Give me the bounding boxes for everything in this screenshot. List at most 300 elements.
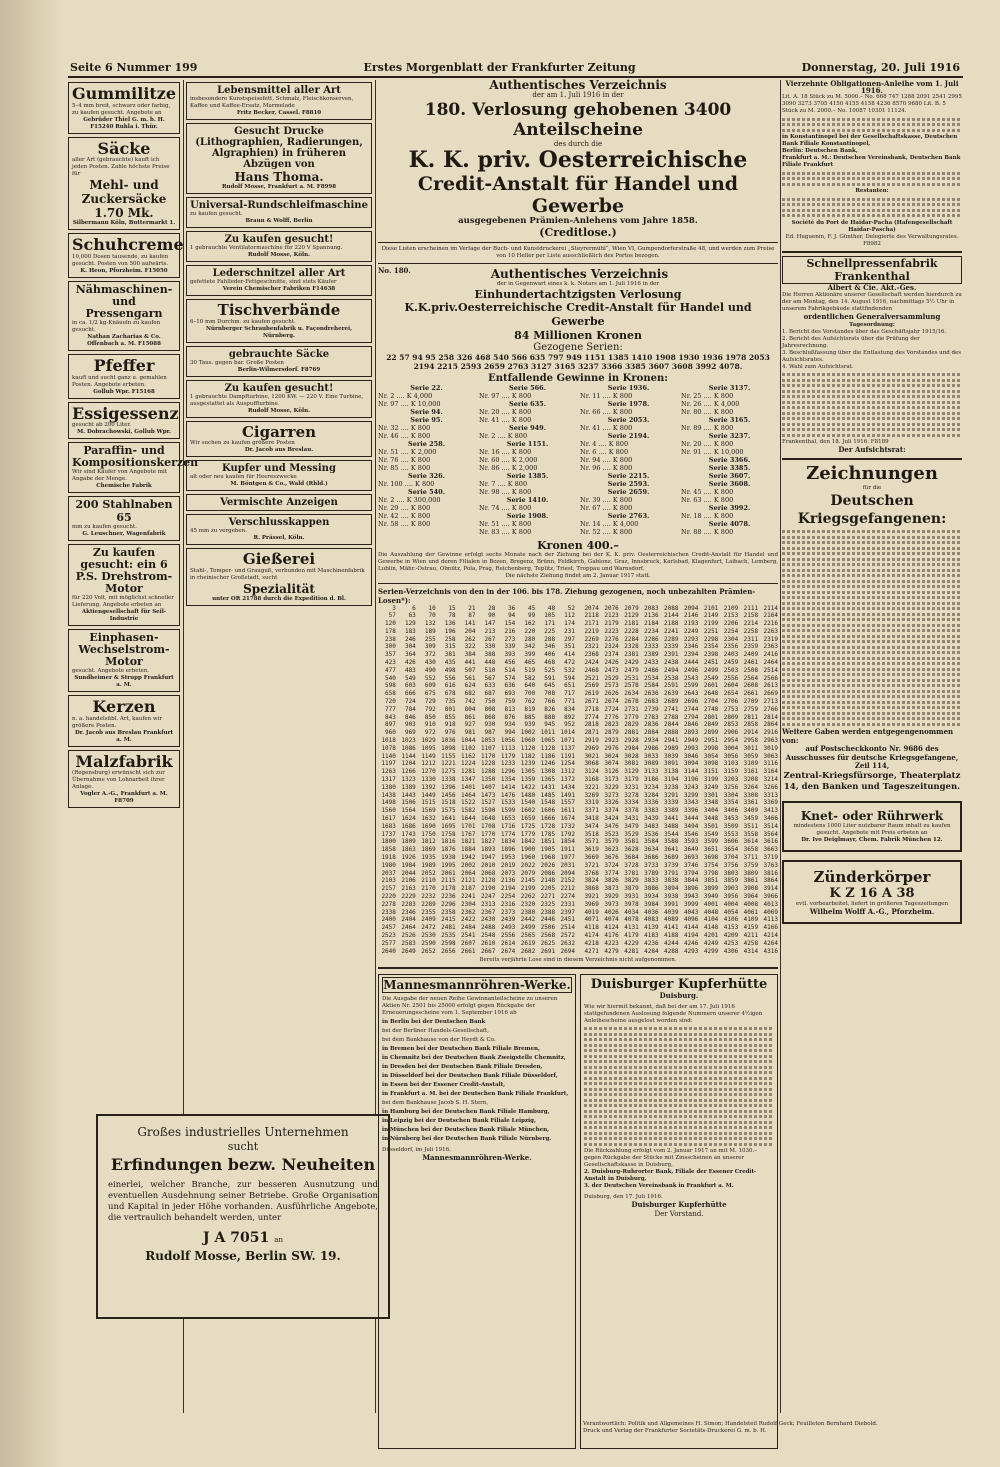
- serial-number: 3221: [584, 783, 599, 791]
- serial-number: 3418: [584, 815, 599, 823]
- ad-headline: Gummilitze: [72, 84, 177, 103]
- serial-number: 300: [385, 643, 396, 651]
- serial-number: 1485: [540, 791, 556, 799]
- prize-entry: Nr. 11 .... K 800: [580, 391, 633, 400]
- serial-number: 2328: [624, 643, 639, 651]
- ad-body: 1 gebrauchte Ventilatormaschine für 220 V Spannung.: [190, 245, 343, 251]
- serial-number: 2148: [540, 877, 556, 885]
- prize-entry: Nr. 66 .... K 800: [580, 407, 633, 416]
- serial-number: 633: [484, 682, 496, 690]
- serial-number: 1204: [401, 760, 416, 768]
- serial-number: 2634: [624, 690, 639, 698]
- serial-number: 3693: [683, 854, 699, 861]
- prize-entry: Serie 95.: [410, 415, 443, 424]
- serial-number: 2640: [381, 947, 396, 955]
- serial-number: 2578: [624, 682, 639, 690]
- serial-number: 21: [468, 604, 476, 612]
- serial-number: 903: [404, 721, 416, 729]
- mannes-body: Die Ausgabe der neuen Reihe Gewinnanteilscheine zu unseren Aktien Nr. 2501 bis 25000 erfolgt gegen Rückgabe der Erneuerungsscheine vom 1. September 1916 ab: [382, 996, 558, 1017]
- serial-number: 2031: [560, 861, 575, 869]
- serial-number: 3299: [683, 791, 699, 799]
- mannes-sign2: Mannesmannröhren-Werke.: [422, 1153, 532, 1163]
- serial-number: 2989: [664, 744, 679, 752]
- serial-number: 280: [524, 635, 536, 643]
- serial-number: 1540: [520, 799, 536, 807]
- serial-number: 3501: [703, 822, 719, 830]
- prize-entry: Serie 1410.: [506, 495, 549, 504]
- serial-number: 105: [544, 612, 556, 620]
- ad-firm: K. Heon, Pforzheim. F15050: [80, 267, 168, 274]
- serial-number: 1438: [381, 791, 396, 799]
- serial-number: 2783: [644, 713, 659, 721]
- serial-number: 609: [424, 682, 436, 690]
- ad-line3: Erfindungen bezw. Neuheiten: [110, 1155, 376, 1174]
- serial-number: 2324: [604, 643, 619, 651]
- serial-number: 640: [524, 682, 536, 690]
- serial-number: 1263: [381, 768, 396, 776]
- fk-lines: [782, 373, 962, 437]
- serial-number: 1312: [560, 768, 575, 776]
- number-tables: [378, 605, 778, 956]
- serial-number: 225: [544, 627, 556, 635]
- serial-number: 3614: [743, 838, 759, 846]
- serial-number: 3354: [723, 799, 739, 807]
- serial-number: 1170: [480, 752, 496, 760]
- serial-number: 2205: [540, 885, 556, 893]
- serial-number: 162: [524, 620, 536, 628]
- knet-body: mindestens 1000 Liter nutzbarer Raum inhalt zu kaufen gesucht. Angebote mit Preis erbeten an: [793, 822, 951, 836]
- serial-number: 2801: [703, 713, 719, 721]
- serial-number: 2776: [604, 713, 619, 721]
- prize-entry: Nr. 97 .... K 10,000: [378, 399, 441, 408]
- serial-number: 4211: [743, 931, 759, 939]
- bank-line: in Leipzig bei der Deutschen Bank Filiale Leipzig,: [382, 1118, 536, 1125]
- prize-entry: Serie 1936.: [607, 383, 650, 392]
- serial-number: 855: [444, 713, 456, 721]
- inventions-ad: [96, 1114, 390, 1319]
- classified-ad: [186, 494, 372, 511]
- serial-number: 3453: [723, 815, 739, 823]
- serial-number: 2543: [683, 674, 699, 682]
- anstalt-title: K.K.priv.Oesterreichische Credit-Anstalt für Handel und Gewerbe: [404, 300, 752, 328]
- serial-number: 3676: [604, 854, 619, 861]
- serial-number: 1228: [480, 760, 496, 768]
- prize-entry: Nr. 26 .... K 4,000: [681, 399, 740, 408]
- serial-number: 3746: [683, 861, 699, 869]
- serial-number: 2114: [763, 604, 778, 612]
- ad-body: Stahl-, Temper- und Grauguß, verbunden mit Maschinenfabrik in rheinischer Großstadt, sucht: [190, 567, 365, 581]
- serial-number: 2818: [584, 721, 599, 729]
- classified-ad: [186, 231, 372, 262]
- ad-firm: Chemische Fabrik: [96, 483, 152, 490]
- serial-number: 2669: [763, 690, 778, 698]
- serial-number: 1281: [461, 768, 476, 776]
- serial-number: 1179: [500, 752, 516, 760]
- serial-number: 3606: [723, 838, 739, 846]
- serial-number: 1602: [520, 807, 536, 815]
- prize-entry: Serie 326.: [408, 471, 445, 480]
- serial-number: 231: [564, 627, 575, 635]
- serial-number: 3791: [664, 869, 679, 877]
- serial-number: 2429: [624, 659, 639, 667]
- serial-number: 2146: [683, 612, 699, 620]
- serial-number: 2639: [664, 690, 679, 698]
- serial-number: 972: [424, 729, 436, 737]
- serial-number: 3369: [763, 799, 778, 807]
- serial-number: 808: [484, 705, 496, 713]
- serial-number: 1953: [500, 854, 516, 861]
- number-grid-left: [378, 605, 575, 956]
- classified-ad: [68, 137, 180, 231]
- serial-number: 1617: [381, 815, 396, 823]
- serial-number: 2171: [584, 620, 599, 628]
- serial-number: 3291: [664, 791, 679, 799]
- serial-number: 3444: [683, 815, 699, 823]
- prize-entry: Nr. 41 .... K 800: [479, 415, 532, 424]
- serial-number: 3173: [604, 776, 619, 784]
- prize-entry: Nr. 98 .... K 800: [479, 487, 532, 496]
- serial-number: 99: [527, 612, 536, 620]
- agenda-item: 4. Wahl zum Aufsichtsrat.: [782, 363, 854, 370]
- serial-number: 819: [524, 705, 536, 713]
- serial-number: 2951: [703, 737, 719, 745]
- classified-ad: [68, 82, 180, 134]
- serial-number: 1935: [421, 854, 436, 861]
- serial-number: 3406: [723, 807, 739, 815]
- serial-number: 2293: [683, 635, 699, 643]
- serial-number: 3896: [683, 885, 699, 893]
- serial-number: 2599: [683, 682, 699, 690]
- fk-body: Die Herren Aktionäre unserer Gesellschaft werden hierdurch zu der am Montag, den 14. August 1916, nachmittags 5½ Uhr in unserem Fabrikgebäude stattfindenden: [782, 292, 962, 312]
- serien-verz-title: Serien-Verzeichnis von den in der 106. bis 178. Ziehung gezogenen, noch unbezahlten Prämien-Losen*):: [378, 586, 756, 605]
- serial-number: 465: [524, 659, 536, 667]
- kronen400: Kronen 400.–: [537, 538, 619, 552]
- serial-number: 1137: [560, 744, 575, 752]
- serial-number: 3208: [743, 776, 759, 784]
- prize-entry: Nr. 16 .... K 800: [479, 447, 532, 456]
- serial-number: 2954: [723, 737, 739, 745]
- serial-number: 2654: [723, 690, 739, 698]
- serial-number: 3229: [604, 783, 619, 791]
- serial-number: 1014: [560, 729, 575, 737]
- serial-number: 1330: [421, 776, 436, 784]
- prize-entry: Serie 94.: [410, 407, 443, 416]
- serial-number: 2496: [683, 666, 699, 674]
- zeich-fuer: für die: [862, 484, 882, 491]
- prize-entry: Nr. 94 .... K 800: [580, 455, 633, 464]
- serial-number: 3383: [644, 807, 659, 815]
- serial-number: 3068: [584, 760, 599, 768]
- serial-number: 1842: [520, 838, 536, 846]
- prize-entry: Serie 3366.: [708, 455, 751, 464]
- serial-number: 1060: [520, 737, 536, 745]
- serial-number: 2422: [461, 916, 476, 924]
- serial-number: 2464: [401, 924, 416, 932]
- ad-body: n. a. handelsübl. Art, kaufen wir größere Posten.: [72, 715, 162, 729]
- fk-aufs: Der Aufsichtsrat:: [838, 445, 906, 454]
- serial-number: 4008: [743, 900, 759, 908]
- serial-number: 1750: [421, 830, 436, 838]
- serial-number: 3724: [604, 861, 619, 869]
- serial-number: 3754: [703, 861, 719, 869]
- issue-date: Donnerstag, 20. Juli 1916: [801, 60, 960, 74]
- ad-headline: Paraffin- und Kompositionskerzen: [72, 444, 199, 470]
- serial-number: 969: [404, 729, 416, 737]
- ad-headline: Nähmaschinen- und Pressengarn: [75, 282, 173, 320]
- serial-number: 2397: [560, 908, 575, 916]
- serial-number: 4141: [664, 924, 679, 932]
- serial-number: 2488: [480, 924, 496, 932]
- serial-number: 3879: [624, 885, 639, 893]
- serial-number: 1641: [441, 815, 456, 823]
- ad-code-line: [108, 1227, 378, 1246]
- serial-number: 406: [544, 651, 556, 659]
- bank-line: in Frankfurt a. M. bei der Deutschen Bank Filiale Frankfurt,: [382, 1091, 569, 1098]
- serial-number: 1816: [441, 838, 456, 846]
- serial-number: 1560: [381, 807, 396, 815]
- serial-number: 174: [564, 620, 575, 628]
- duis-list-item: 3. der Deutschen Vereinsbank in Frankfurt a. M.: [584, 1183, 734, 1190]
- serial-number: 1624: [401, 815, 416, 823]
- serial-number: 3186: [644, 776, 659, 784]
- serial-number: 3978: [624, 900, 639, 908]
- serial-number: 87: [468, 612, 476, 620]
- serial-number: 2251: [703, 627, 719, 635]
- serial-number: 1869: [421, 846, 436, 854]
- serial-number: 861: [464, 713, 476, 721]
- serial-number: 3999: [683, 900, 699, 908]
- serial-number: 3024: [604, 752, 619, 760]
- big-line1: 180. Verlosung gehobenen 3400 Anteilscheine: [424, 99, 732, 140]
- serial-number: 994: [504, 729, 516, 737]
- serial-number: 3859: [723, 877, 739, 885]
- agenda-item: 1. Bericht des Vorstandes über das Geschäftsjahr 1915/16.: [782, 328, 947, 335]
- serial-number: 4306: [723, 947, 739, 955]
- imprint: [68, 1421, 963, 1449]
- serial-number: 3098: [703, 760, 719, 768]
- serial-number: 3756: [723, 861, 739, 869]
- serial-number: 4109: [743, 916, 759, 924]
- serial-number: 4188: [664, 931, 679, 939]
- serial-number: 1599: [500, 807, 516, 815]
- weitere: Weitere Gaben werden entgegengenommen von:: [782, 727, 954, 745]
- serial-number: 2591: [664, 682, 679, 690]
- prize-entry: Serie 540.: [408, 487, 445, 496]
- serial-number: 2424: [584, 659, 599, 667]
- serial-number: 2212: [560, 885, 575, 893]
- serial-number: 514: [504, 666, 516, 674]
- prize-entry: Nr. 89 .... K 800: [681, 423, 734, 432]
- serial-number: 2724: [604, 705, 619, 713]
- serial-number: 3343: [683, 799, 699, 807]
- prize-entry: Nr. 41 .... K 800: [580, 423, 633, 432]
- serial-number: 1464: [461, 791, 476, 799]
- serial-number: 3361: [743, 799, 759, 807]
- serial-number: 6: [412, 604, 416, 612]
- serial-number: 63: [408, 612, 416, 620]
- serial-number: 510: [484, 666, 496, 674]
- serial-number: 2590: [421, 939, 436, 947]
- serial-number: 4078: [624, 916, 639, 924]
- serial-number: 4176: [604, 931, 619, 939]
- serial-number: 3413: [763, 807, 778, 815]
- duis-pay: Die Rückzahlung erfolgt vom 2. Januar 1917 an mit M. 1030.– gegen Rückgabe der Stücke mit Zinsscheinen an unserer Gesellschaftskasse in Duisburg,: [584, 1148, 758, 1169]
- serial-number: 3619: [584, 846, 599, 854]
- serial-number: 4281: [624, 947, 639, 955]
- oblig-kasse: in Konstantinopel bei der Gesellschaftskasse, Deutschen Bank Filiale Konstantinopel,: [782, 134, 958, 147]
- serial-number: 1767: [461, 830, 476, 838]
- no-row: [378, 267, 778, 281]
- prize-entry: Serie 3607.: [708, 471, 751, 480]
- serial-number: 981: [464, 729, 476, 737]
- mannes-head: Mannesmannröhren-Werke.: [383, 978, 571, 993]
- serial-number: 2836: [644, 721, 659, 729]
- serial-number: 351: [564, 643, 575, 651]
- serial-number: 2625: [540, 939, 556, 947]
- serial-number: 4104: [703, 916, 719, 924]
- serial-number: 2963: [763, 737, 778, 745]
- classified-ad: [186, 197, 372, 228]
- serial-number: 2674: [604, 698, 619, 706]
- serial-number: 2704: [703, 698, 719, 706]
- bank-line: in Essen bei der Essener Credit-Anstalt,: [382, 1082, 506, 1089]
- serial-number: 2993: [683, 744, 699, 752]
- serial-number: 2389: [644, 651, 659, 659]
- page-number: Seite 6 Nummer 199: [70, 60, 198, 74]
- serial-number: 1197: [381, 760, 396, 768]
- serial-number: 2079: [624, 604, 639, 612]
- serial-number: 3: [392, 604, 396, 612]
- serial-number: 784: [404, 705, 416, 713]
- prize-entry: Nr. 32 .... K 800: [378, 423, 431, 432]
- serial-number: 2569: [584, 682, 599, 690]
- serial-number: 532: [564, 666, 575, 674]
- serial-number: 2682: [520, 947, 536, 955]
- serial-number: 2170: [421, 885, 436, 893]
- serial-number: 1414: [500, 783, 516, 791]
- serial-number: 525: [544, 666, 556, 674]
- serial-number: 2338: [381, 908, 396, 916]
- serial-number: 2214: [743, 620, 759, 628]
- serial-number: 3063: [763, 752, 778, 760]
- serial-number: 2094: [560, 869, 575, 877]
- serial-number: 2433: [644, 659, 659, 667]
- serial-number: 3641: [664, 846, 679, 854]
- serial-number: 2499: [703, 666, 719, 674]
- prize-entry: Nr. 51 .... K 800: [479, 519, 532, 528]
- serial-number: 2566: [763, 674, 778, 682]
- serial-number: 1893: [480, 846, 496, 854]
- serial-number: 3476: [604, 822, 619, 830]
- serial-number: 2451: [703, 659, 719, 667]
- serial-number: 598: [385, 682, 396, 690]
- prize-entry: Nr. 80 .... K 800: [681, 407, 734, 416]
- serial-number: 3133: [644, 768, 659, 776]
- ad-firm: Rudolf Mosse, Berlin SW. 19.: [145, 1249, 341, 1263]
- serial-number: 1002: [520, 729, 536, 737]
- serial-number: 561: [464, 674, 476, 682]
- serial-number: 1266: [401, 768, 416, 776]
- prize-entry: Nr. 52 .... K 800: [580, 527, 633, 536]
- serial-number: 3249: [703, 783, 719, 791]
- serial-number: 624: [464, 682, 476, 690]
- serial-number: 57: [388, 612, 396, 620]
- serial-number: 2311: [743, 635, 759, 643]
- serial-number: 2958: [743, 737, 759, 745]
- serial-number: 850: [424, 713, 436, 721]
- serial-number: 2234: [644, 627, 659, 635]
- serial-number: 4166: [763, 924, 778, 932]
- serial-number: 766: [544, 698, 556, 706]
- serial-number: 2283: [401, 900, 416, 908]
- knet-firm: Dr. Ivo Deiglmayr, Chem. Fabrik München 12.: [801, 836, 943, 843]
- serial-number: 1149: [421, 752, 436, 760]
- serial-number: 1575: [441, 807, 456, 815]
- serial-number: 3103: [723, 760, 739, 768]
- serial-number: 1078: [381, 744, 396, 752]
- serial-number: 3054: [703, 752, 719, 760]
- serial-number: 3179: [624, 776, 639, 784]
- prize-entry: Nr. 46 .... K 800: [378, 431, 431, 440]
- prize-entry: Nr. 18 .... K 800: [681, 511, 734, 520]
- serial-number: 2430: [480, 916, 496, 924]
- serial-number: 892: [564, 713, 575, 721]
- ad-body: gesucht. Angebote erbeten.: [72, 668, 150, 675]
- serial-number: 4148: [703, 924, 719, 932]
- serial-number: 315: [444, 643, 456, 651]
- serial-number: 574: [504, 674, 516, 682]
- serial-number: 3739: [664, 861, 679, 869]
- serial-number: 2709: [743, 698, 759, 706]
- serial-number: 3544: [664, 830, 679, 838]
- serial-number: 3593: [683, 838, 699, 846]
- serial-number: 2356: [723, 643, 739, 651]
- serial-number: 2744: [683, 705, 699, 713]
- prize-entry: Nr. 91 .... K 10,000: [681, 447, 744, 456]
- serial-number: 3243: [683, 783, 699, 791]
- serial-number: 1918: [381, 854, 396, 861]
- oblig-ffm: Frankfurt a. M.: Deutschen Vereinsbank, Deutschen Bank Filiale Frankfurt: [782, 155, 961, 168]
- serial-number: 4061: [743, 908, 759, 916]
- serial-number: 2073: [500, 869, 516, 877]
- serial-number: 1354: [500, 776, 516, 784]
- serial-number: 2374: [604, 651, 619, 659]
- serial-number: 1102: [461, 744, 476, 752]
- serial-number: 1968: [540, 854, 556, 861]
- serial-number: 2263: [763, 627, 778, 635]
- serial-number: 2355: [421, 908, 436, 916]
- serial-number: 952: [564, 721, 575, 729]
- serial-number: 2779: [624, 713, 639, 721]
- serial-number: 2884: [644, 729, 659, 737]
- serial-number: 388: [484, 651, 496, 659]
- serial-number: 1120: [520, 744, 536, 752]
- prize-entry: Serie 2194.: [607, 431, 650, 440]
- duis-sub: Duisburg.: [659, 991, 699, 1001]
- serial-number: 2941: [664, 737, 679, 745]
- prize-entry: Nr. 6 .... K 800: [580, 447, 629, 456]
- prize-entry: Nr. 67 .... K 800: [580, 503, 633, 512]
- serial-number: 4043: [683, 908, 699, 916]
- serial-number: 1758: [441, 830, 456, 838]
- serial-number: 645: [544, 682, 556, 690]
- serial-number: 2584: [644, 682, 659, 690]
- serial-number: 3199: [703, 776, 719, 784]
- ad-code-suffix: an: [274, 1236, 283, 1244]
- prize-column: [479, 384, 576, 536]
- serial-number: 2694: [560, 947, 575, 955]
- serial-number: 4183: [644, 931, 659, 939]
